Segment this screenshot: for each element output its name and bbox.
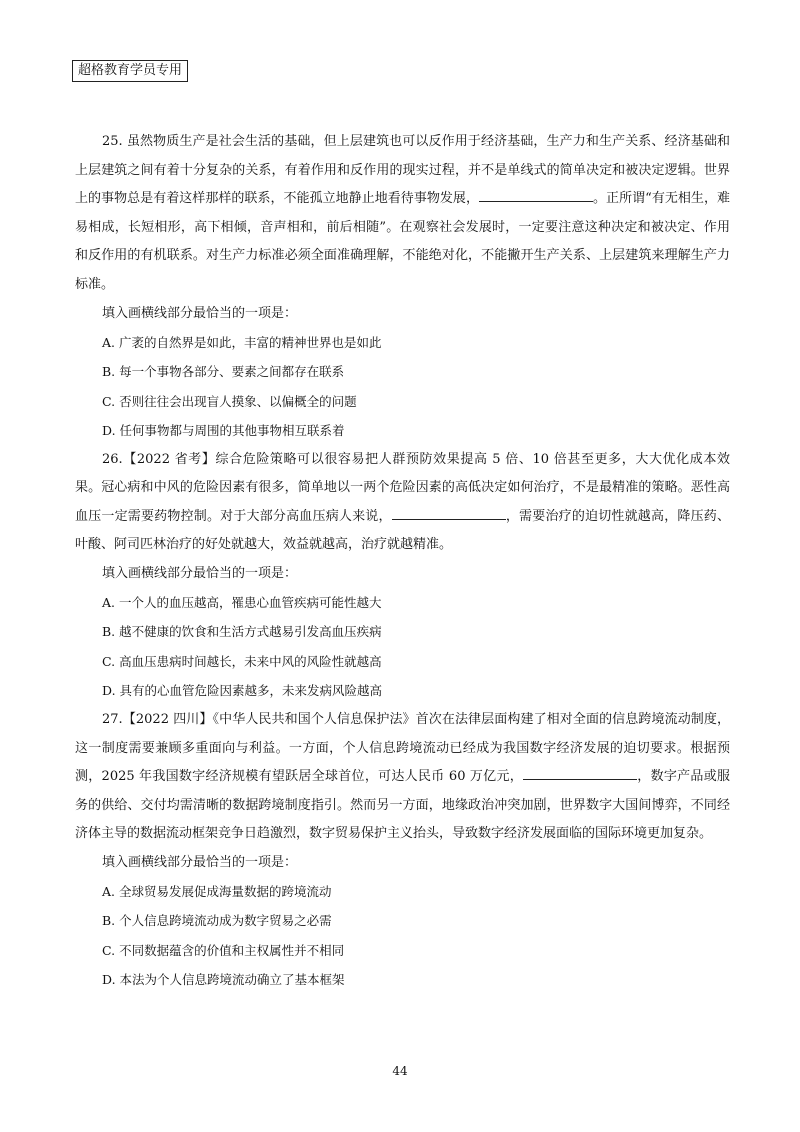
option-b: B. 越不健康的饮食和生活方式越易引发高血压疾病 — [102, 624, 382, 640]
question-prompt: 填入画横线部分最恰当的一项是： — [102, 854, 298, 870]
answer-blank — [523, 769, 637, 780]
answer-blank — [479, 191, 593, 202]
option-d: D. 本法为个人信息跨境流动确立了基本框架 — [102, 972, 345, 988]
option-b: B. 每一个事物各部分、要素之间都存在联系 — [102, 364, 345, 380]
question-stem: 25. 虽然物质生产是社会生活的基础，但上层建筑也可以反作用于经济基础，生产力和生产关系、经济基础和上层建筑之间有着十分复杂的关系，有着作用和反作用的现实过程，并不是单线式的简单决定和被决定逻辑。世界上的事物总是有着这样那样的联系，不能孤立地静止地看待事物发展， 。正所谓“有无相生，难易相成，长短相形，高下相倾，音声相和，前后相随”。在观察社会发展时，一定要注意这种决定和被决定、作用和反作用的有机联系。对生产力标准必须全面准确理解，不能绝对化，不能撇开生产关系、上层建筑来理解生产力标准。 — [75, 134, 730, 292]
question-27 — [75, 706, 730, 995]
question-number: 25. — [102, 134, 123, 149]
option-a: A. 全球贸易发展促成海量数据的跨境流动 — [102, 883, 332, 899]
option-c: C. 高血压患病时间越长，未来中风的风险性就越高 — [102, 653, 382, 669]
question-stem: 26.【2022 省考】综合危险策略可以很容易把人群预防效果提高 5 倍、10 倍甚至更多，大大优化成本效果。冠心病和中风的危险因素有很多，简单地以一两个危险因素的高低决定如何治疗，不是最精准的策略。恶性高血压一定需要药物控制。对于大部分高血压病人来说， ，需要治疗的迫切性就越高，降压药、叶酸、阿司匹林治疗的好处就越大，效益就越高，治疗就越精准。 — [75, 451, 730, 553]
option-a: A. 一个人的血压越高，罹患心血管疾病可能性越大 — [102, 594, 382, 610]
question-number: 26. — [102, 451, 123, 467]
question-number: 27. — [102, 711, 123, 727]
question-25 — [75, 128, 730, 446]
question-prompt: 填入画横线部分最恰当的一项是： — [102, 565, 298, 581]
answer-blank — [392, 509, 506, 520]
option-d: D. 任何事物都与周围的其他事物相互联系着 — [102, 423, 345, 439]
question-prompt: 填入画横线部分最恰当的一项是： — [102, 305, 298, 321]
question-content — [75, 128, 730, 995]
option-c: C. 不同数据蕴含的价值和主权属性并不相同 — [102, 942, 345, 958]
option-a: A. 广袤的自然界是如此，丰富的精神世界也是如此 — [102, 334, 382, 350]
question-26 — [75, 446, 730, 706]
question-stem: 27.【2022 四川】《中华人民共和国个人信息保护法》首次在法律层面构建了相对全面的信息跨境流动制度，这一制度需要兼顾多重面向与利益。一方面，个人信息跨境流动已经成为我国数字经济发展的迫切要求。根据预测，2025 年我国数字经济规模有望跃居全球首位，可达人民币 60 万亿元， ，数字产品或服务的供给、交付均需清晰的数据跨境制度指引。然而另一方面，地缘政治冲突加剧，世界数字大国间博弈，不同经济体主导的数据流动框架竞争日趋激烈，数字贸易保护主义抬头，导致数字经济发展面临的国际环境更加复杂。 — [75, 711, 730, 842]
option-c: C. 否则往往会出现盲人摸象、以偏概全的问题 — [102, 393, 357, 409]
page-number: 44 — [392, 1064, 408, 1078]
option-d: D. 具有的心血管危险因素越多，未来发病风险越高 — [102, 683, 383, 699]
option-b: B. 个人信息跨境流动成为数字贸易之必需 — [102, 913, 332, 929]
watermark-stamp: 超格教育学员专用 — [72, 60, 188, 82]
